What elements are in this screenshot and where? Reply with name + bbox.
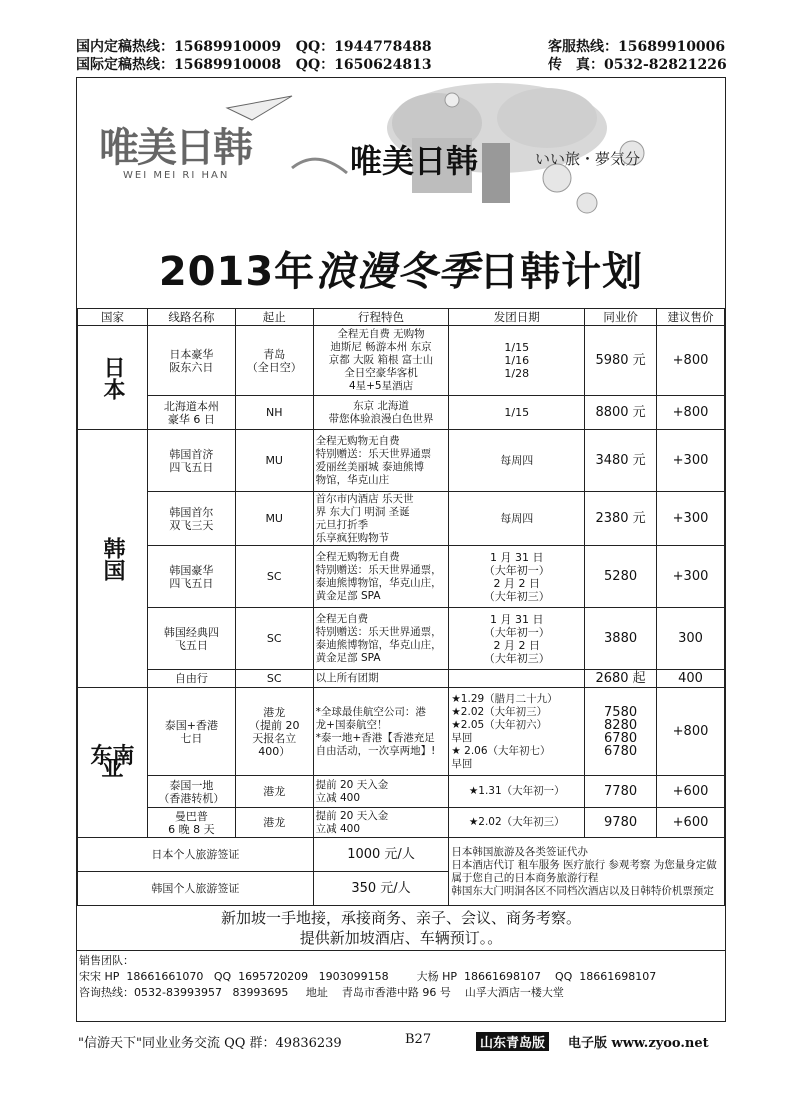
visa-label: 韩国个人旅游签证 bbox=[78, 872, 314, 906]
table-header-row bbox=[78, 309, 725, 326]
route-features: 东京 北海道 带您体验浪漫白色世界 bbox=[313, 396, 449, 430]
route-name: 韩国豪华 四飞五日 bbox=[147, 546, 235, 608]
column-header: 国家 bbox=[78, 309, 148, 326]
route-name: 自由行 bbox=[147, 670, 235, 688]
departure-dates: 1/15 1/16 1/28 bbox=[449, 326, 585, 396]
suggested-price: 300 bbox=[657, 608, 725, 670]
page-title: 2013年浪漫冬季日韩计划 bbox=[158, 249, 644, 295]
country-korea: 韩国 bbox=[78, 430, 148, 688]
column-header: 线路名称 bbox=[147, 309, 235, 326]
sales-hotline-address: 咨询热线：0532-83993957 83993695 地址 青岛市香港中路 96 号 山孚大酒店一楼大堂 bbox=[79, 986, 564, 999]
table-row bbox=[78, 688, 725, 776]
route-name: 韩国经典四 飞五日 bbox=[147, 608, 235, 670]
fax-line: 传 真：0532-82821226 bbox=[548, 57, 727, 73]
route-carrier: SC bbox=[235, 608, 313, 670]
route-features: 全程无购物无自费 特别赠送：乐天世界通票， 泰迪熊博物馆，华克山庄， 黄金足部 SPA bbox=[313, 546, 449, 608]
table-row bbox=[78, 396, 725, 430]
table-row bbox=[78, 776, 725, 808]
logo-text: 唯美日韩 bbox=[99, 124, 251, 171]
international-hotline: 国际定稿热线：15689910008 QQ：1650624813 bbox=[76, 57, 432, 73]
column-header: 起止 bbox=[235, 309, 313, 326]
departure-dates: ★2.02（大年初三） bbox=[449, 808, 585, 838]
route-name: 曼巴普 6 晚 8 天 bbox=[147, 808, 235, 838]
route-name: 日本豪华 阪东六日 bbox=[147, 326, 235, 396]
trade-price: 9780 bbox=[585, 808, 657, 838]
departure-dates bbox=[449, 670, 585, 688]
departure-dates: 1/15 bbox=[449, 396, 585, 430]
route-carrier: MU bbox=[235, 492, 313, 546]
route-carrier: NH bbox=[235, 396, 313, 430]
visa-label: 日本个人旅游签证 bbox=[78, 838, 314, 872]
route-carrier: 港龙 （提前 20 天报名立 400） bbox=[235, 688, 313, 776]
bottom-info bbox=[77, 908, 725, 1021]
route-features: 全程无购物无自费 特别赠送：乐天世界通票 爱丽丝美丽城 泰迪熊博 物馆，华克山庄 bbox=[313, 430, 449, 492]
suggested-price: +600 bbox=[657, 808, 725, 838]
website: 电子版 www.zyoo.net bbox=[568, 1036, 709, 1051]
route-features: *全球最佳航空公司：港 龙+国泰航空！ *泰一地+香港【香港充足 自由活动，一次享两地】! bbox=[313, 688, 449, 776]
route-features: 以上所有团期 bbox=[313, 670, 449, 688]
table-row bbox=[78, 492, 725, 546]
route-carrier: SC bbox=[235, 670, 313, 688]
route-carrier: 港龙 bbox=[235, 808, 313, 838]
trade-price: 7780 bbox=[585, 776, 657, 808]
visa-price: 1000 元/人 bbox=[313, 838, 449, 872]
route-name: 北海道本州 豪华 6 日 bbox=[147, 396, 235, 430]
column-header: 建议售价 bbox=[657, 309, 725, 326]
itinerary-table bbox=[77, 308, 725, 906]
trade-price: 5280 bbox=[585, 546, 657, 608]
brand-slogan: いい旅・夢気分 bbox=[535, 150, 641, 168]
column-header: 同业价 bbox=[585, 309, 657, 326]
table-row bbox=[78, 326, 725, 396]
service-hotline: 客服热线：15689910006 bbox=[548, 39, 726, 55]
footer-qq-group: "信游天下"同业业务交流 QQ 群：49836239 bbox=[78, 1036, 342, 1051]
table-row bbox=[78, 608, 725, 670]
divider bbox=[77, 950, 725, 951]
suggested-price: +600 bbox=[657, 776, 725, 808]
sales-team bbox=[79, 953, 719, 1001]
table-row bbox=[78, 808, 725, 838]
country-southeast-asia: 东南亚 bbox=[78, 688, 148, 838]
brand-banner bbox=[77, 78, 725, 228]
suggested-price: +800 bbox=[657, 396, 725, 430]
departure-dates: 1 月 31 日 （大年初一） 2 月 2 日 （大年初三） bbox=[449, 546, 585, 608]
country-japan: 日本 bbox=[78, 326, 148, 430]
route-features: 提前 20 天入金 立减 400 bbox=[313, 776, 449, 808]
route-carrier: SC bbox=[235, 546, 313, 608]
route-features: 首尔市内酒店 乐天世 界 东大门 明洞 圣诞 元旦打折季 乐享疯狂购物节 bbox=[313, 492, 449, 546]
route-name: 泰国+香港 七日 bbox=[147, 688, 235, 776]
route-carrier: MU bbox=[235, 430, 313, 492]
domestic-hotline: 国内定稿热线：15689910009 QQ：1944778488 bbox=[76, 39, 432, 55]
suggested-price: +300 bbox=[657, 492, 725, 546]
departure-dates: 1 月 31 日 （大年初一） 2 月 2 日 （大年初三） bbox=[449, 608, 585, 670]
trade-price: 3480 元 bbox=[585, 430, 657, 492]
column-header: 行程特色 bbox=[313, 309, 449, 326]
brand-name: 唯美日韩 bbox=[350, 142, 479, 180]
advert-frame bbox=[76, 77, 726, 1022]
suggested-price: +800 bbox=[657, 688, 725, 776]
route-features: 全程无自费 特别赠送：乐天世界通票， 泰迪熊博物馆，华克山庄， 黄金足部 SPA bbox=[313, 608, 449, 670]
column-header: 发团日期 bbox=[449, 309, 585, 326]
page-number: B27 bbox=[405, 1032, 432, 1047]
departure-dates: 每周四 bbox=[449, 492, 585, 546]
suggested-price: 400 bbox=[657, 670, 725, 688]
route-name: 韩国首尔 双飞三天 bbox=[147, 492, 235, 546]
trade-price: 3880 bbox=[585, 608, 657, 670]
singapore-services bbox=[77, 908, 725, 948]
table-row bbox=[78, 670, 725, 688]
trade-price: 8800 元 bbox=[585, 396, 657, 430]
route-carrier: 港龙 bbox=[235, 776, 313, 808]
route-name: 韩国首济 四飞五日 bbox=[147, 430, 235, 492]
visa-row-japan bbox=[78, 838, 725, 872]
visa-price: 350 元/人 bbox=[313, 872, 449, 906]
logo-subtitle: WEI MEI RI HAN bbox=[123, 170, 230, 181]
service-line: 提供新加坡酒店、车辆预订。。 bbox=[299, 929, 503, 947]
route-carrier: 青岛 （全日空） bbox=[235, 326, 313, 396]
sales-title: 销售团队： bbox=[79, 954, 134, 967]
departure-dates: ★1.31（大年初一） bbox=[449, 776, 585, 808]
trade-price: 5980 元 bbox=[585, 326, 657, 396]
suggested-price: +300 bbox=[657, 546, 725, 608]
trade-price: 2380 元 bbox=[585, 492, 657, 546]
departure-dates: 每周四 bbox=[449, 430, 585, 492]
trade-price: 2680 起 bbox=[585, 670, 657, 688]
table-row bbox=[78, 430, 725, 492]
route-features: 全程无自费 无购物 迪斯尼 畅游本州 东京 京都 大阪 箱根 富士山 全日空豪华客机 4星+5星酒店 bbox=[313, 326, 449, 396]
departure-dates: ★1.29（腊月二十九） ★2.02（大年初三） ★2.05（大年初六） 早回 ★ 2.06（大年初七） 早回 bbox=[449, 688, 585, 776]
suggested-price: +800 bbox=[657, 326, 725, 396]
table-row bbox=[78, 546, 725, 608]
trade-price: 7580 8280 6780 6780 bbox=[585, 688, 657, 776]
route-name: 泰国一地 （香港转机） bbox=[147, 776, 235, 808]
edition-label: 山东青岛版 bbox=[476, 1032, 549, 1051]
suggested-price: +300 bbox=[657, 430, 725, 492]
service-line: 新加坡一手地接，承接商务、亲子、会议、商务考察。 bbox=[220, 909, 581, 927]
visa-services-note: 日本韩国旅游及各类签证代办 日本酒店代订 租车服务 医疗旅行 参观考察 为您量身定做属于您自己的日本商务旅游行程 韩国东大门明洞各区不同档次酒店以及日韩特价机票预定 bbox=[449, 838, 725, 906]
route-features: 提前 20 天入金 立减 400 bbox=[313, 808, 449, 838]
sales-contacts: 宋宋 HP 18661661070 QQ 1695720209 1903099158 大杨 HP 18661698107 QQ 18661698107 bbox=[79, 970, 657, 983]
